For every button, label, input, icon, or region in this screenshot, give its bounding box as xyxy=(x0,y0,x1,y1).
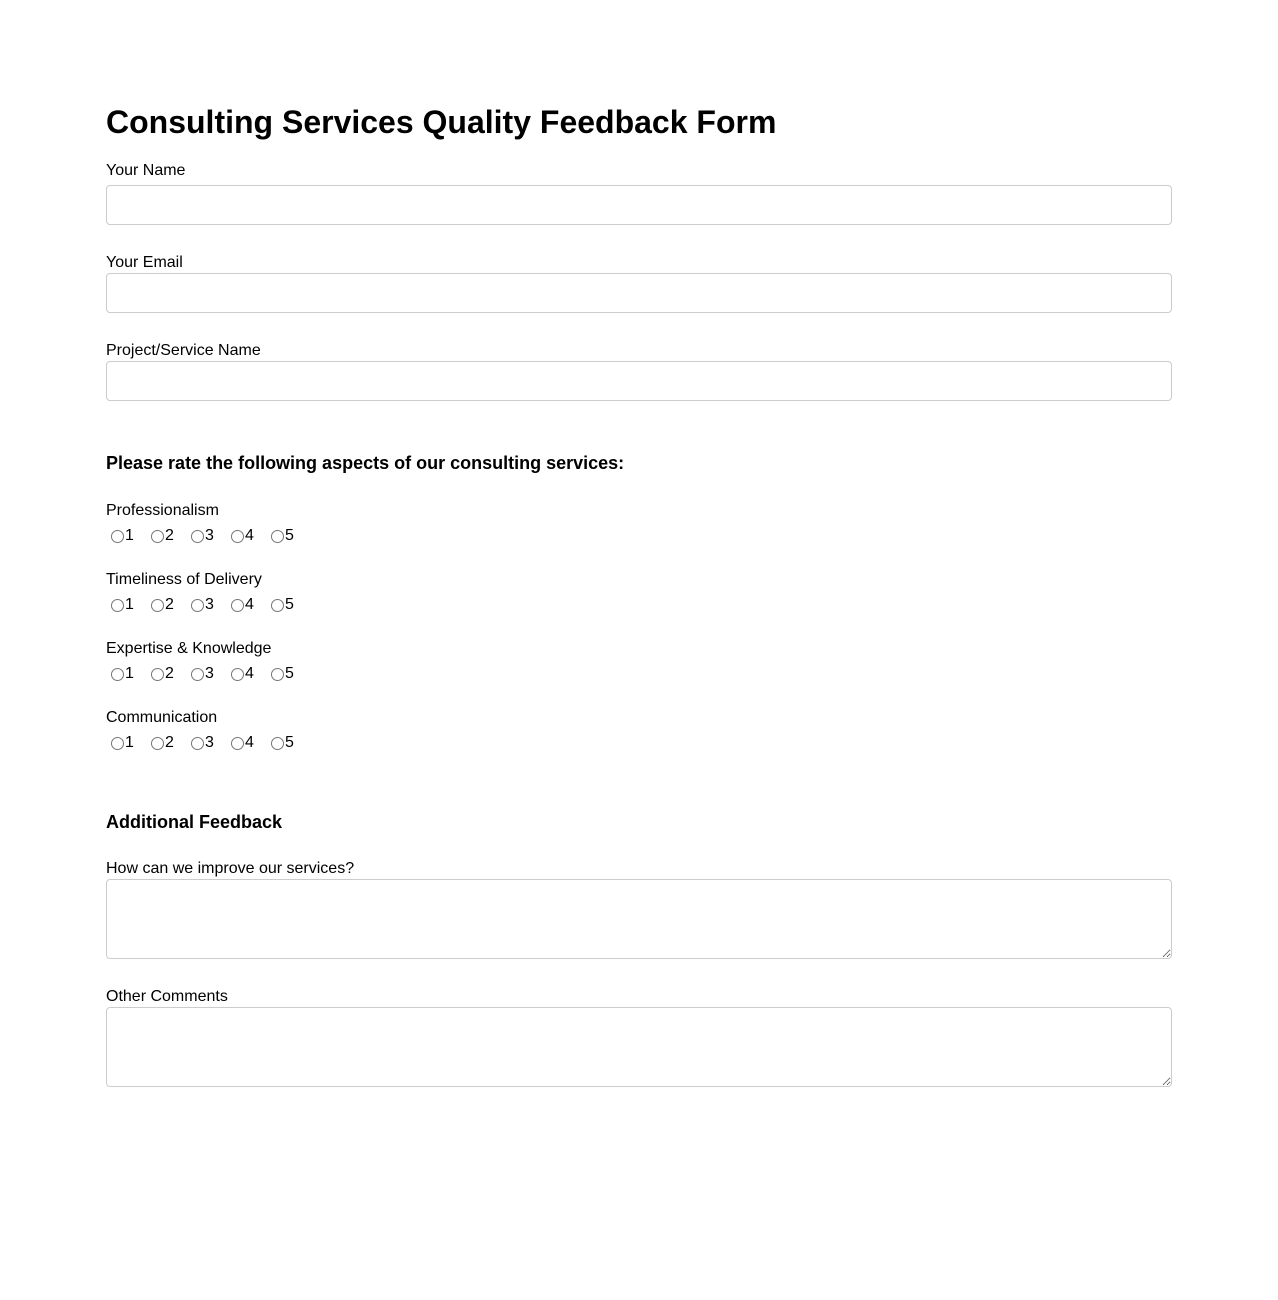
rating-option[interactable] xyxy=(106,664,146,684)
rating-option-label: 4 xyxy=(245,596,254,613)
email-field-group xyxy=(106,253,1172,313)
rating-section-heading: Please rate the following aspects of our consulting services: xyxy=(106,453,625,473)
rating-option-label: 4 xyxy=(245,734,254,751)
rating-group xyxy=(106,708,1172,753)
rating-group xyxy=(106,570,1172,615)
rating-radio[interactable] xyxy=(151,668,164,681)
rating-option[interactable] xyxy=(186,595,226,615)
name-label: Your Name xyxy=(106,162,186,179)
project-field-group xyxy=(106,341,1172,401)
rating-radio[interactable] xyxy=(271,668,284,681)
rating-radio[interactable] xyxy=(151,530,164,543)
rating-aspect-label: Timeliness of Delivery xyxy=(106,571,262,588)
rating-option-label: 5 xyxy=(285,527,294,544)
rating-option[interactable] xyxy=(186,733,226,753)
email-input[interactable] xyxy=(106,273,1172,313)
rating-radio[interactable] xyxy=(231,599,244,612)
rating-option-label: 2 xyxy=(165,734,174,751)
comments-textarea[interactable] xyxy=(106,1007,1172,1087)
rating-radio[interactable] xyxy=(271,530,284,543)
rating-radio[interactable] xyxy=(191,599,204,612)
rating-radio[interactable] xyxy=(151,737,164,750)
improve-field-group xyxy=(106,859,1172,959)
email-label: Your Email xyxy=(106,254,183,271)
rating-options xyxy=(106,664,1172,684)
rating-option[interactable] xyxy=(226,526,266,546)
rating-radio[interactable] xyxy=(151,599,164,612)
rating-radio[interactable] xyxy=(231,530,244,543)
additional-feedback-heading: Additional Feedback xyxy=(106,812,283,832)
rating-option-label: 3 xyxy=(205,665,214,682)
rating-options xyxy=(106,595,1172,615)
rating-option-label: 5 xyxy=(285,596,294,613)
rating-radio[interactable] xyxy=(271,737,284,750)
rating-option-label: 4 xyxy=(245,665,254,682)
rating-option-label: 1 xyxy=(125,734,134,751)
rating-option[interactable] xyxy=(146,733,186,753)
rating-radio[interactable] xyxy=(111,668,124,681)
rating-option[interactable] xyxy=(186,664,226,684)
improve-label: How can we improve our services? xyxy=(106,860,355,877)
rating-option-label: 3 xyxy=(205,734,214,751)
rating-option[interactable] xyxy=(266,664,306,684)
project-label: Project/Service Name xyxy=(106,342,261,359)
rating-option[interactable] xyxy=(226,595,266,615)
rating-radio[interactable] xyxy=(271,599,284,612)
rating-option[interactable] xyxy=(266,595,306,615)
rating-radio[interactable] xyxy=(191,737,204,750)
rating-radio[interactable] xyxy=(191,668,204,681)
project-input[interactable] xyxy=(106,361,1172,401)
rating-option-label: 2 xyxy=(165,527,174,544)
rating-option[interactable] xyxy=(106,595,146,615)
rating-option[interactable] xyxy=(186,526,226,546)
rating-option[interactable] xyxy=(146,595,186,615)
rating-group xyxy=(106,501,1172,546)
rating-radio[interactable] xyxy=(111,530,124,543)
rating-radio[interactable] xyxy=(111,737,124,750)
rating-radio[interactable] xyxy=(191,530,204,543)
comments-field-group xyxy=(106,987,1172,1087)
rating-aspect-label: Communication xyxy=(106,709,218,726)
rating-option-label: 3 xyxy=(205,596,214,613)
rating-radio[interactable] xyxy=(111,599,124,612)
rating-option-label: 1 xyxy=(125,527,134,544)
rating-aspect-label: Expertise & Knowledge xyxy=(106,640,272,657)
form-title: Consulting Services Quality Feedback Form xyxy=(106,104,777,140)
name-input[interactable] xyxy=(106,185,1172,225)
rating-option-label: 2 xyxy=(165,596,174,613)
feedback-form xyxy=(106,100,1172,1087)
rating-option-label: 1 xyxy=(125,665,134,682)
rating-option[interactable] xyxy=(146,664,186,684)
rating-option[interactable] xyxy=(226,664,266,684)
rating-radio[interactable] xyxy=(231,668,244,681)
rating-option[interactable] xyxy=(106,733,146,753)
rating-radio[interactable] xyxy=(231,737,244,750)
rating-option[interactable] xyxy=(266,526,306,546)
comments-label: Other Comments xyxy=(106,988,228,1005)
rating-option[interactable] xyxy=(266,733,306,753)
rating-options xyxy=(106,526,1172,546)
rating-option-label: 5 xyxy=(285,734,294,751)
rating-aspect-label: Professionalism xyxy=(106,502,219,519)
name-field-group xyxy=(106,161,1172,225)
rating-option[interactable] xyxy=(146,526,186,546)
rating-options xyxy=(106,733,1172,753)
rating-option[interactable] xyxy=(106,526,146,546)
rating-option-label: 5 xyxy=(285,665,294,682)
rating-option[interactable] xyxy=(226,733,266,753)
rating-option-label: 2 xyxy=(165,665,174,682)
rating-option-label: 3 xyxy=(205,527,214,544)
rating-option-label: 4 xyxy=(245,527,254,544)
rating-option-label: 1 xyxy=(125,596,134,613)
improve-textarea[interactable] xyxy=(106,879,1172,959)
ratings-list xyxy=(106,501,1172,753)
rating-group xyxy=(106,639,1172,684)
